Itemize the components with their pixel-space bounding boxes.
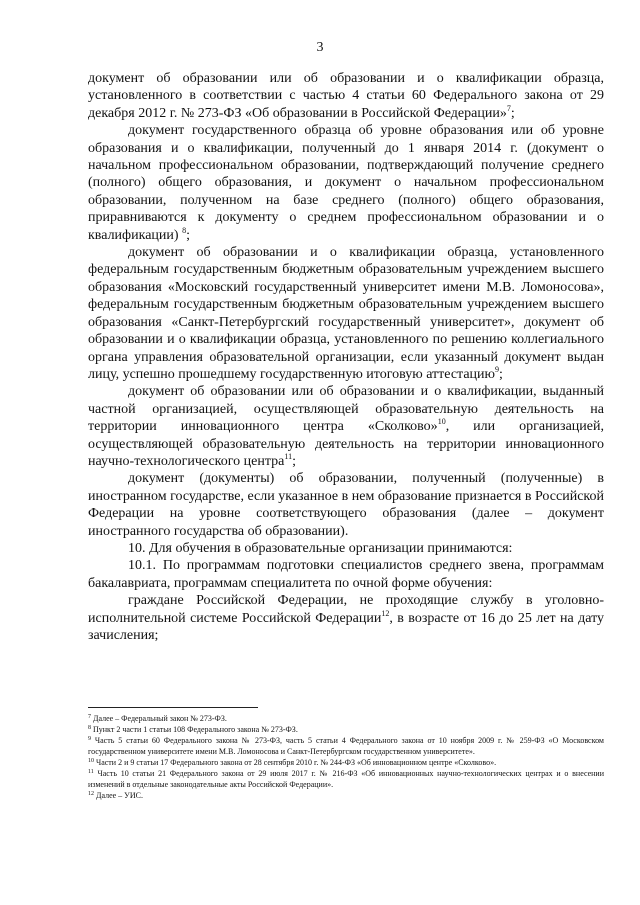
footnote-number: 7 (88, 714, 91, 720)
paragraph-text: документ государственного образца об уровне образования или об уровне образования и о квалификации, полученный до 1 января 2014 г. (документ о начальном профессиональном образовании, подтверждающий получение среднего (полного) общего образования, и документ о начальном профессиональном образовании, полученном на базе среднего (полного) общего образования, приравниваются к документу о среднем профессиональном образовании и о квалификации) (88, 123, 604, 243)
footnote-text: Далее – Федеральный закон № 273-ФЗ. (93, 714, 227, 723)
paragraph-5 (88, 470, 604, 540)
footnote-8 (88, 724, 604, 735)
footnote-ref: 8 (182, 225, 187, 235)
footnote-ref: 11 (284, 451, 293, 461)
paragraph-tail: ; (292, 453, 296, 469)
footnote-text: Пункт 2 части 1 статьи 108 Федерального закона № 273-ФЗ. (93, 725, 298, 734)
paragraph-tail: ; (186, 227, 190, 243)
footnote-text: Далее – УИС. (96, 791, 143, 800)
paragraph-3 (88, 244, 604, 383)
footnote-9 (88, 735, 604, 757)
paragraph-text: документ об образовании и о квалификации образца, установленного федеральным государственным бюджетным образовательным учреждением высшего образования «Московский государственный университет имени М.В. Ломоносова», федеральным государственным бюджетным образовательным учреждением высшего образования «Санкт-Петербургский государственный университет», документ об образовании и о квалификации образца, установленного по решению коллегиального органа управления образовательной организации, если указанный документ выдан лицу, успешно прошедшему государственную итоговую аттестацию (88, 245, 604, 382)
footnote-text: Часть 10 статьи 21 Федерального закона от 29 июля 2017 г. № 216-ФЗ «Об инновационных научно-технологических центрах и о внесении изменений в отдельные законодательные акты Российской Федерации». (88, 769, 604, 789)
paragraph-text: 10.1. По программам подготовки специалистов среднего звена, программам бакалавриата, программам специалитета по очной форме обучения: (88, 558, 604, 591)
paragraph-2 (88, 122, 604, 244)
paragraph-text: документ об образовании или об образовании и о квалификации, выданный частной организацией, осуществляющей образовательную деятельность на территории инновационного центра «Сколково» (88, 384, 604, 435)
footnote-number: 11 (88, 769, 94, 775)
footnote-text: Части 2 и 9 статьи 17 Федерального закона от 28 сентября 2010 г. № 244-ФЗ «Об инновационном центре «Сколково». (96, 758, 497, 767)
document-body (88, 70, 604, 644)
footnote-text: Часть 5 статьи 60 Федерального закона № 273-ФЗ, часть 5 статьи 4 Федерального закона от 10 ноября 2009 г. № 259-ФЗ «О Московском государственном университете имени М.В. Ломоносова и Санкт-Петербургском государственном университете». (88, 736, 604, 756)
paragraph-tail: , в возрасте от 16 до 25 лет на дату зачисления; (88, 610, 605, 643)
paragraph-7 (88, 557, 604, 592)
footnote-ref: 7 (506, 103, 511, 113)
footnote-ref: 10 (437, 417, 446, 427)
paragraph-tail: ; (499, 366, 503, 382)
paragraph-text: 10. Для обучения в образовательные организации принимаются: (128, 540, 513, 556)
footnote-ref: 12 (381, 608, 390, 618)
paragraph-text: документ (документы) об образовании, полученный (полученные) в иностранном государстве, если указанное в нем образование признается в Российской Федерации на уровне соответствующего образования (далее – документ иностранного государства об образовании). (88, 471, 604, 539)
paragraph-4 (88, 383, 604, 470)
page-number: 3 (316, 40, 324, 55)
paragraph-tail: , или организацией, осуществляющей образовательную деятельность на территории инновационного научно-технологического центра (88, 419, 604, 469)
footnotes (88, 713, 604, 801)
footnote-number: 9 (88, 736, 91, 742)
footnote-ref: 9 (495, 364, 500, 374)
paragraph-text: граждане Российской Федерации, не проходящие службу в уголовно-исполнительной системе Российской Федерации (88, 593, 604, 626)
paragraph-tail: ; (510, 105, 515, 121)
footnote-number: 8 (88, 725, 91, 731)
paragraph-8 (88, 592, 604, 644)
footnote-10 (88, 757, 604, 768)
footnote-12 (88, 790, 604, 801)
footnote-11 (88, 768, 604, 790)
footnote-7 (88, 713, 604, 724)
paragraph-1 (88, 70, 604, 122)
paragraph-text: документ об образовании или об образовании и о квалификации образца, установленного в соответствии с частью 4 статьи 60 Федерального закона от 29 декабря 2012 г. № 273-ФЗ «Об образовании в Российской Федерации» (88, 71, 604, 121)
footnote-number: 10 (88, 758, 94, 764)
footnote-number: 12 (88, 791, 94, 797)
footnote-separator (88, 707, 258, 708)
paragraph-6 (88, 540, 604, 557)
